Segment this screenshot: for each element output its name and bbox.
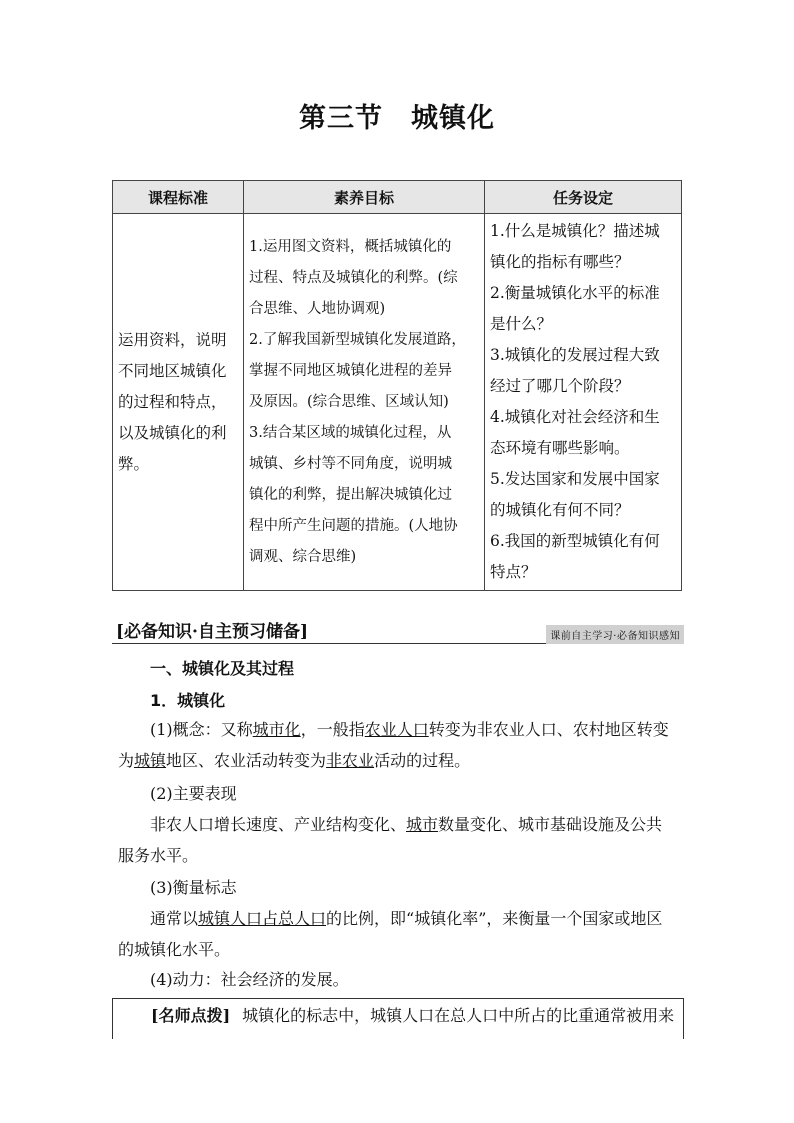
paragraph-concept: (1)概念：又称城市化，一般指农业人口转变为非农业人口、农村地区转变 为城镇地区、农业活动转变为非农业活动的过程。 <box>118 720 669 770</box>
cell-line: 弊。 <box>118 454 150 473</box>
header-literacy-goals: 素养目标 <box>244 181 485 214</box>
paragraph-main-manifestation: (2)主要表现 非农人口增长速度、产业结构变化、城市数量变化、城市基础设施及公共 服务水平。 <box>118 784 663 865</box>
curriculum-table <box>112 180 682 591</box>
cell-line: 2.了解我国新型城镇化发展道路， <box>249 331 466 348</box>
section-tag: 课前自主学习·必备知识感知 <box>546 625 684 644</box>
cell-line: 1.什么是城镇化？描述城 <box>490 222 660 240</box>
cell-line: 过程、特点及城镇化的利弊。(综 <box>249 269 458 286</box>
cell-line: 及原因。(综合思维、区域认知) <box>249 393 449 410</box>
cell-line: 4.城镇化对社会经济和生 <box>490 408 660 426</box>
cell-line: 1.运用图文资料，概括城镇化的 <box>249 238 452 255</box>
tip-text: 城镇化的标志中，城镇人口在总人口中所占的比重通常被用来 <box>242 1006 675 1025</box>
teacher-tip-box <box>112 998 684 1039</box>
paragraph-driving-force: (4)动力：社会经济的发展。 <box>150 970 349 989</box>
cell-line: 调观、综合思维) <box>249 548 357 565</box>
section-bar <box>112 617 684 644</box>
cell-line: 5.发达国家和发展中国家 <box>490 470 660 488</box>
cell-line: 的过程和特点， <box>118 392 227 411</box>
cell-line: 不同地区城镇化 <box>118 361 227 380</box>
heading-urbanization-process: 一、城镇化及其过程 <box>150 659 295 678</box>
page-title: 第三节 城镇化 <box>299 103 495 134</box>
cell-line: 态环境有哪些影响。 <box>490 439 630 457</box>
cell-line: 程中所产生问题的措施。(人地协 <box>249 517 458 534</box>
cell-task-setting <box>485 214 682 591</box>
section-heading: [必备知识·自主预习储备] <box>116 622 309 642</box>
header-curriculum-standard: 课程标准 <box>113 181 244 214</box>
cell-line: 经过了哪几个阶段？ <box>490 377 630 395</box>
tip-label: [名师点拨] <box>151 1006 231 1025</box>
cell-line: 6.我国的新型城镇化有何 <box>490 532 660 550</box>
cell-line: 以及城镇化的利 <box>118 423 227 442</box>
cell-line: 的城镇化有何不同？ <box>490 501 630 519</box>
cell-line: 镇化的指标有哪些？ <box>490 253 630 271</box>
cell-line: 2.衡量城镇化水平的标准 <box>490 284 660 302</box>
cell-curriculum-standard <box>113 214 244 591</box>
cell-line: 3.城镇化的发展过程大致 <box>490 346 660 364</box>
cell-line: 合思维、人地协调观) <box>249 300 386 317</box>
heading-urbanization: 1．城镇化 <box>150 691 226 710</box>
cell-line: 特点？ <box>490 563 537 581</box>
cell-line: 是什么？ <box>490 315 553 333</box>
cell-line: 3.结合某区域的城镇化过程，从 <box>249 424 452 441</box>
cell-line: 镇化的利弊，提出解决城镇化过 <box>249 486 452 503</box>
header-task-setting: 任务设定 <box>485 181 682 214</box>
cell-line: 城镇、乡村等不同角度，说明城 <box>249 455 452 472</box>
paragraph-measurement: (3)衡量标志 通常以城镇人口占总人口的比例，即“城镇化率”，来衡量一个国家或地区 的城镇化水平。 <box>118 878 663 959</box>
cell-literacy-goals <box>244 214 485 591</box>
cell-line: 掌握不同地区城镇化进程的差异 <box>249 362 452 379</box>
cell-line: 运用资料，说明 <box>118 330 227 349</box>
